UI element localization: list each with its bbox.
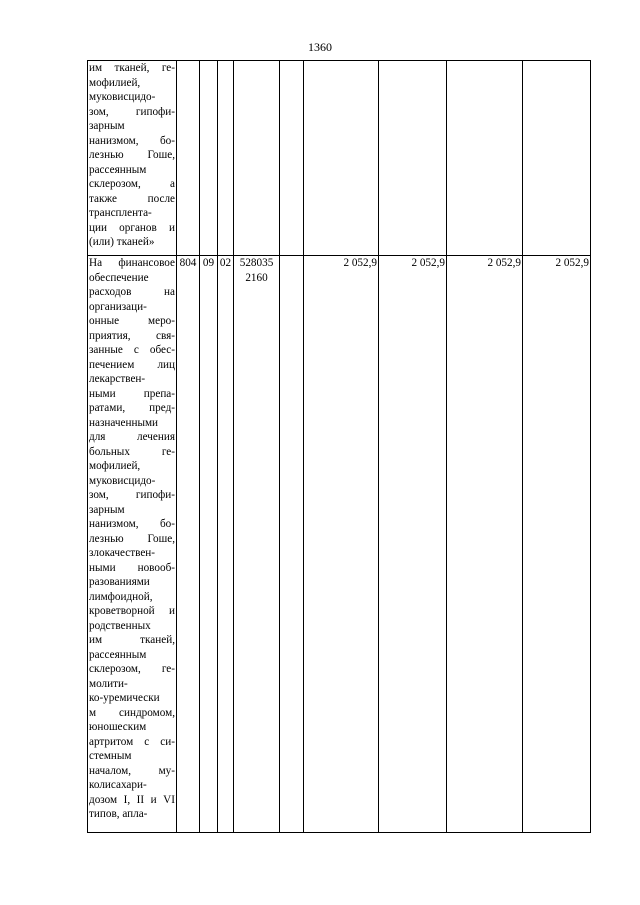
amount-cell <box>447 61 523 256</box>
description-line: родственных <box>89 619 151 632</box>
page-number: 1360 <box>308 40 332 54</box>
description-line: (или) тканей» <box>89 236 155 248</box>
description-line: артритом с си- <box>89 735 175 748</box>
description-line: печением лиц <box>89 358 175 371</box>
table-body <box>88 61 591 833</box>
description-line: муковисцидо- <box>89 91 156 103</box>
description-line: зарным <box>89 120 125 132</box>
description-line: мофилией, <box>89 76 141 89</box>
target-article-cell <box>234 61 280 256</box>
description-line: ными новооб- <box>89 561 175 574</box>
description-line: лекарствен- <box>89 373 146 385</box>
description-line: ции органов и <box>89 221 175 234</box>
target-article-line: 528035 <box>239 257 274 269</box>
expense-type-cell <box>280 61 304 256</box>
description-line: назначенными <box>89 416 159 429</box>
description-line: разованиями <box>89 576 150 588</box>
budget-table <box>87 60 591 833</box>
description-line: ными препа- <box>89 387 175 400</box>
description-line: злокачествен- <box>89 547 155 559</box>
target-article-line: 2160 <box>245 271 268 284</box>
amount-cell: 2 052,9 <box>523 256 591 833</box>
description-line: нанизмом, бо- <box>89 518 175 530</box>
table-row <box>88 256 591 833</box>
description-line: рассеянным <box>89 648 147 661</box>
description-line: лимфоидной, <box>89 590 153 603</box>
ministry-code-cell: 804 <box>177 256 200 833</box>
description-line: муковисцидо- <box>89 474 156 487</box>
description-line: онные меро- <box>89 315 175 327</box>
description-line: зом, гипофи- <box>89 105 175 118</box>
description-line: зарным <box>89 503 125 516</box>
section-code-cell: 09 <box>200 256 218 833</box>
ministry-code-cell <box>177 61 200 256</box>
description-line: рассеянным <box>89 163 147 176</box>
description-cell <box>88 256 177 833</box>
description-line: организаци- <box>89 300 147 313</box>
description-line: колисахари- <box>89 779 147 791</box>
section-code-cell <box>200 61 218 256</box>
description-line: молити- <box>89 677 128 690</box>
description-line: занные с обес- <box>89 344 175 356</box>
description-line: На финансовое <box>89 257 175 269</box>
target-article-cell <box>234 256 280 833</box>
description-line: юношеским <box>89 721 147 733</box>
description-line: склерозом, а <box>89 178 175 190</box>
description-line: приятия, свя- <box>89 329 175 342</box>
description-line: м синдромом, <box>89 706 175 719</box>
amount-cell <box>304 61 379 256</box>
subsection-code-cell <box>218 61 234 256</box>
description-line: дозом I, II и VI <box>89 793 175 806</box>
description-line: лезнью Гоше, <box>89 532 175 545</box>
description-line: ко-уремически <box>89 692 160 704</box>
description-line: больных ге- <box>89 445 175 458</box>
description-line: нанизмом, бо- <box>89 134 175 147</box>
amount-cell: 2 052,9 <box>447 256 523 833</box>
description-line: началом, му- <box>89 764 175 777</box>
description-line: мофилией, <box>89 460 141 472</box>
description-line: расходов на <box>89 286 175 298</box>
description-cell <box>88 61 177 256</box>
description-line: им тканей, <box>89 634 175 646</box>
expense-type-cell <box>280 256 304 833</box>
description-line: кроветворной и <box>89 605 175 617</box>
description-line: склерозом, ге- <box>89 663 175 675</box>
subsection-code-cell: 02 <box>218 256 234 833</box>
table-row <box>88 61 591 256</box>
amount-cell: 2 052,9 <box>304 256 379 833</box>
description-line: обеспечение <box>89 271 149 284</box>
amount-cell: 2 052,9 <box>379 256 447 833</box>
description-line: стемным <box>89 750 132 762</box>
description-line: также после <box>89 192 175 205</box>
description-line: лезнью Гоше, <box>89 149 175 161</box>
description-line: трансплента- <box>89 207 152 219</box>
description-line: зом, гипофи- <box>89 489 175 501</box>
amount-cell <box>379 61 447 256</box>
amount-cell <box>523 61 591 256</box>
description-line: типов, апла- <box>89 808 148 820</box>
description-line: для лечения <box>89 431 175 443</box>
description-line: им тканей, ге- <box>89 62 175 74</box>
description-line: ратами, пред- <box>89 402 175 414</box>
